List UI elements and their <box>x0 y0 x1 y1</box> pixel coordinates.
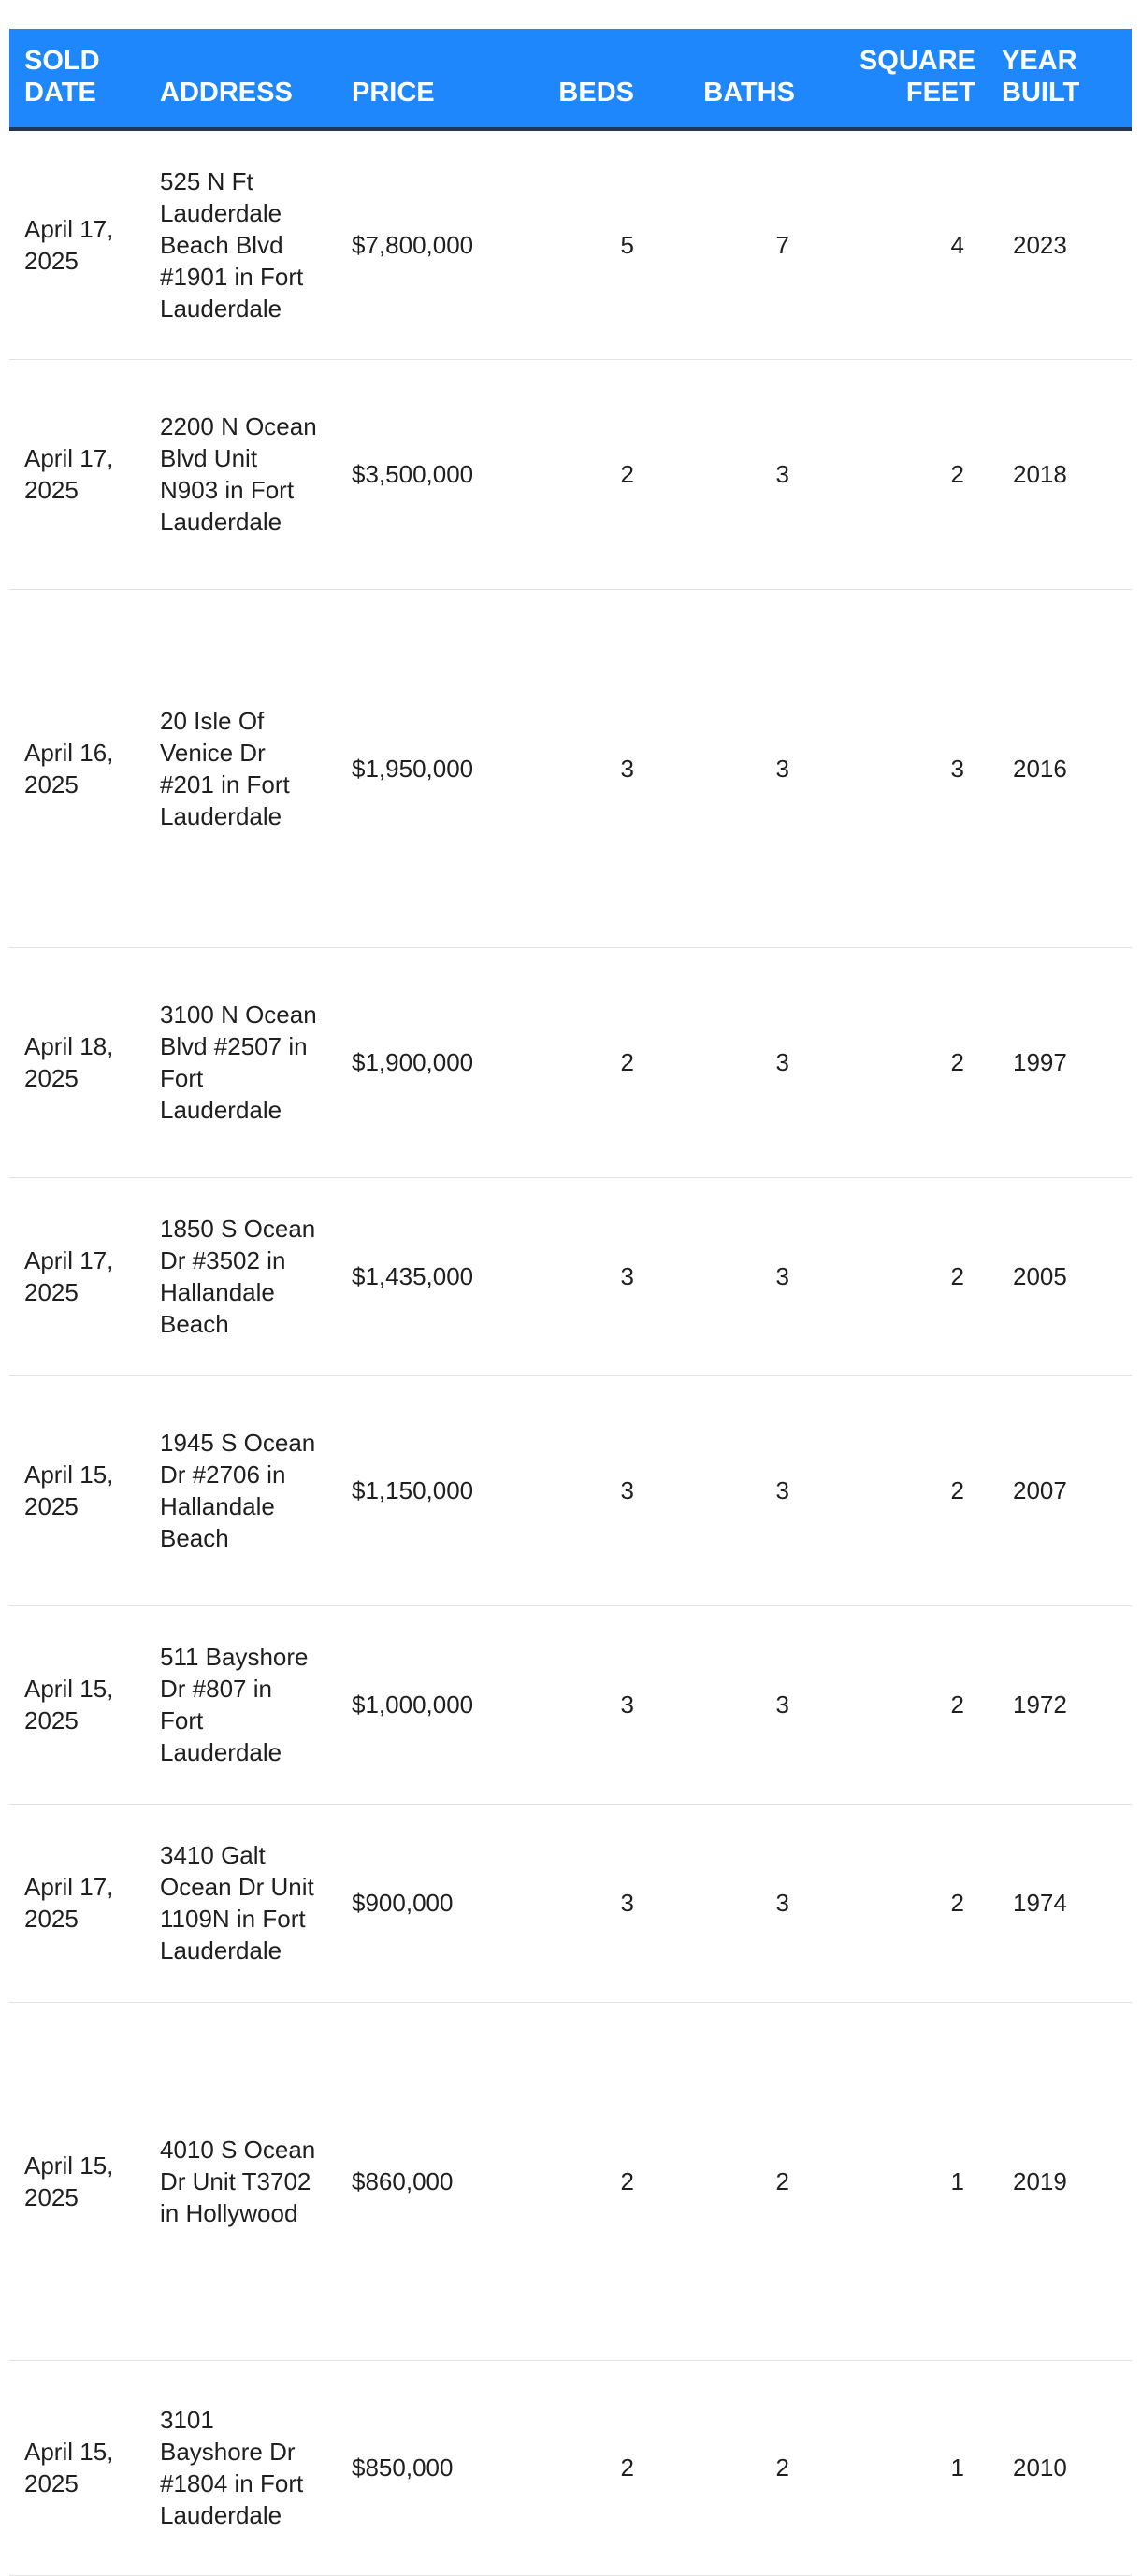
cell-square-feet: 1 <box>823 2002 987 2360</box>
cell-beds: 3 <box>514 1605 655 1804</box>
cell-sold-date: April 17, 2025 <box>9 1177 145 1375</box>
table-row <box>9 1804 1132 2002</box>
table-row <box>9 2002 1132 2360</box>
cell-sold-date: April 15, 2025 <box>9 1605 145 1804</box>
cell-beds: 2 <box>514 2002 655 2360</box>
cell-year-built: 1972 <box>987 1605 1132 1804</box>
table-row <box>9 1177 1132 1375</box>
cell-year-built: 2019 <box>987 2002 1132 2360</box>
table-row <box>9 947 1132 1177</box>
cell-beds: 5 <box>514 129 655 359</box>
cell-beds: 3 <box>514 1804 655 2002</box>
cell-beds: 3 <box>514 589 655 947</box>
cell-price: $1,900,000 <box>337 947 514 1177</box>
cell-sold-date: April 17, 2025 <box>9 1804 145 2002</box>
cell-baths: 3 <box>655 1375 823 1605</box>
cell-address: 1850 S Ocean Dr #3502 in Hallandale Beach <box>145 1177 337 1375</box>
cell-year-built: 2023 <box>987 129 1132 359</box>
cell-square-feet: 2 <box>823 947 987 1177</box>
cell-address: 1945 S Ocean Dr #2706 in Hallandale Beach <box>145 1375 337 1605</box>
cell-baths: 3 <box>655 1804 823 2002</box>
cell-beds: 3 <box>514 1177 655 1375</box>
cell-year-built: 1974 <box>987 1804 1132 2002</box>
header-address: ADDRESS <box>145 29 337 129</box>
cell-sold-date: April 15, 2025 <box>9 2360 145 2575</box>
cell-sold-date: April 15, 2025 <box>9 1375 145 1605</box>
header-year-built: YEAR BUILT <box>987 29 1132 129</box>
cell-year-built: 2018 <box>987 359 1132 589</box>
header-beds: BEDS <box>514 29 655 129</box>
cell-address: 3410 Galt Ocean Dr Unit 1109N in Fort Lauderdale <box>145 1804 337 2002</box>
cell-sold-date: April 17, 2025 <box>9 359 145 589</box>
cell-baths: 3 <box>655 947 823 1177</box>
table-row <box>9 589 1132 947</box>
header-square-feet: SQUARE FEET <box>823 29 987 129</box>
cell-sold-date: April 15, 2025 <box>9 2002 145 2360</box>
cell-square-feet: 2 <box>823 1375 987 1605</box>
cell-price: $7,800,000 <box>337 129 514 359</box>
sales-table-container <box>9 29 1132 2576</box>
cell-sold-date: April 17, 2025 <box>9 129 145 359</box>
cell-square-feet: 1 <box>823 2360 987 2575</box>
cell-year-built: 2005 <box>987 1177 1132 1375</box>
table-row <box>9 359 1132 589</box>
cell-year-built: 2016 <box>987 589 1132 947</box>
cell-beds: 2 <box>514 359 655 589</box>
cell-year-built: 2007 <box>987 1375 1132 1605</box>
cell-address: 3100 N Ocean Blvd #2507 in Fort Lauderdale <box>145 947 337 1177</box>
cell-square-feet: 4 <box>823 129 987 359</box>
cell-address: 3101 Bayshore Dr #1804 in Fort Lauderdale <box>145 2360 337 2575</box>
cell-baths: 3 <box>655 589 823 947</box>
table-row <box>9 2360 1132 2575</box>
cell-year-built: 1997 <box>987 947 1132 1177</box>
cell-beds: 3 <box>514 1375 655 1605</box>
recent-sales-table <box>9 29 1132 2576</box>
cell-sold-date: April 16, 2025 <box>9 589 145 947</box>
cell-address: 511 Bayshore Dr #807 in Fort Lauderdale <box>145 1605 337 1804</box>
header-sold-date: SOLD DATE <box>9 29 145 129</box>
cell-address: 20 Isle Of Venice Dr #201 in Fort Lauderdale <box>145 589 337 947</box>
header-price: PRICE <box>337 29 514 129</box>
cell-price: $1,950,000 <box>337 589 514 947</box>
cell-baths: 2 <box>655 2360 823 2575</box>
cell-price: $1,000,000 <box>337 1605 514 1804</box>
table-row <box>9 129 1132 359</box>
cell-square-feet: 2 <box>823 1605 987 1804</box>
cell-price: $1,150,000 <box>337 1375 514 1605</box>
cell-baths: 3 <box>655 1605 823 1804</box>
table-header-row <box>9 29 1132 129</box>
header-baths: BATHS <box>655 29 823 129</box>
cell-beds: 2 <box>514 947 655 1177</box>
cell-square-feet: 2 <box>823 1177 987 1375</box>
cell-year-built: 2010 <box>987 2360 1132 2575</box>
cell-beds: 2 <box>514 2360 655 2575</box>
cell-sold-date: April 18, 2025 <box>9 947 145 1177</box>
cell-address: 2200 N Ocean Blvd Unit N903 in Fort Lauderdale <box>145 359 337 589</box>
cell-baths: 2 <box>655 2002 823 2360</box>
cell-square-feet: 2 <box>823 1804 987 2002</box>
table-row <box>9 1375 1132 1605</box>
cell-baths: 7 <box>655 129 823 359</box>
cell-price: $860,000 <box>337 2002 514 2360</box>
cell-address: 525 N Ft Lauderdale Beach Blvd #1901 in Fort Lauderdale <box>145 129 337 359</box>
cell-price: $3,500,000 <box>337 359 514 589</box>
cell-baths: 3 <box>655 359 823 589</box>
cell-price: $850,000 <box>337 2360 514 2575</box>
cell-square-feet: 2 <box>823 359 987 589</box>
cell-address: 4010 S Ocean Dr Unit T3702 in Hollywood <box>145 2002 337 2360</box>
cell-baths: 3 <box>655 1177 823 1375</box>
cell-square-feet: 3 <box>823 589 987 947</box>
cell-price: $900,000 <box>337 1804 514 2002</box>
cell-price: $1,435,000 <box>337 1177 514 1375</box>
table-row <box>9 1605 1132 1804</box>
